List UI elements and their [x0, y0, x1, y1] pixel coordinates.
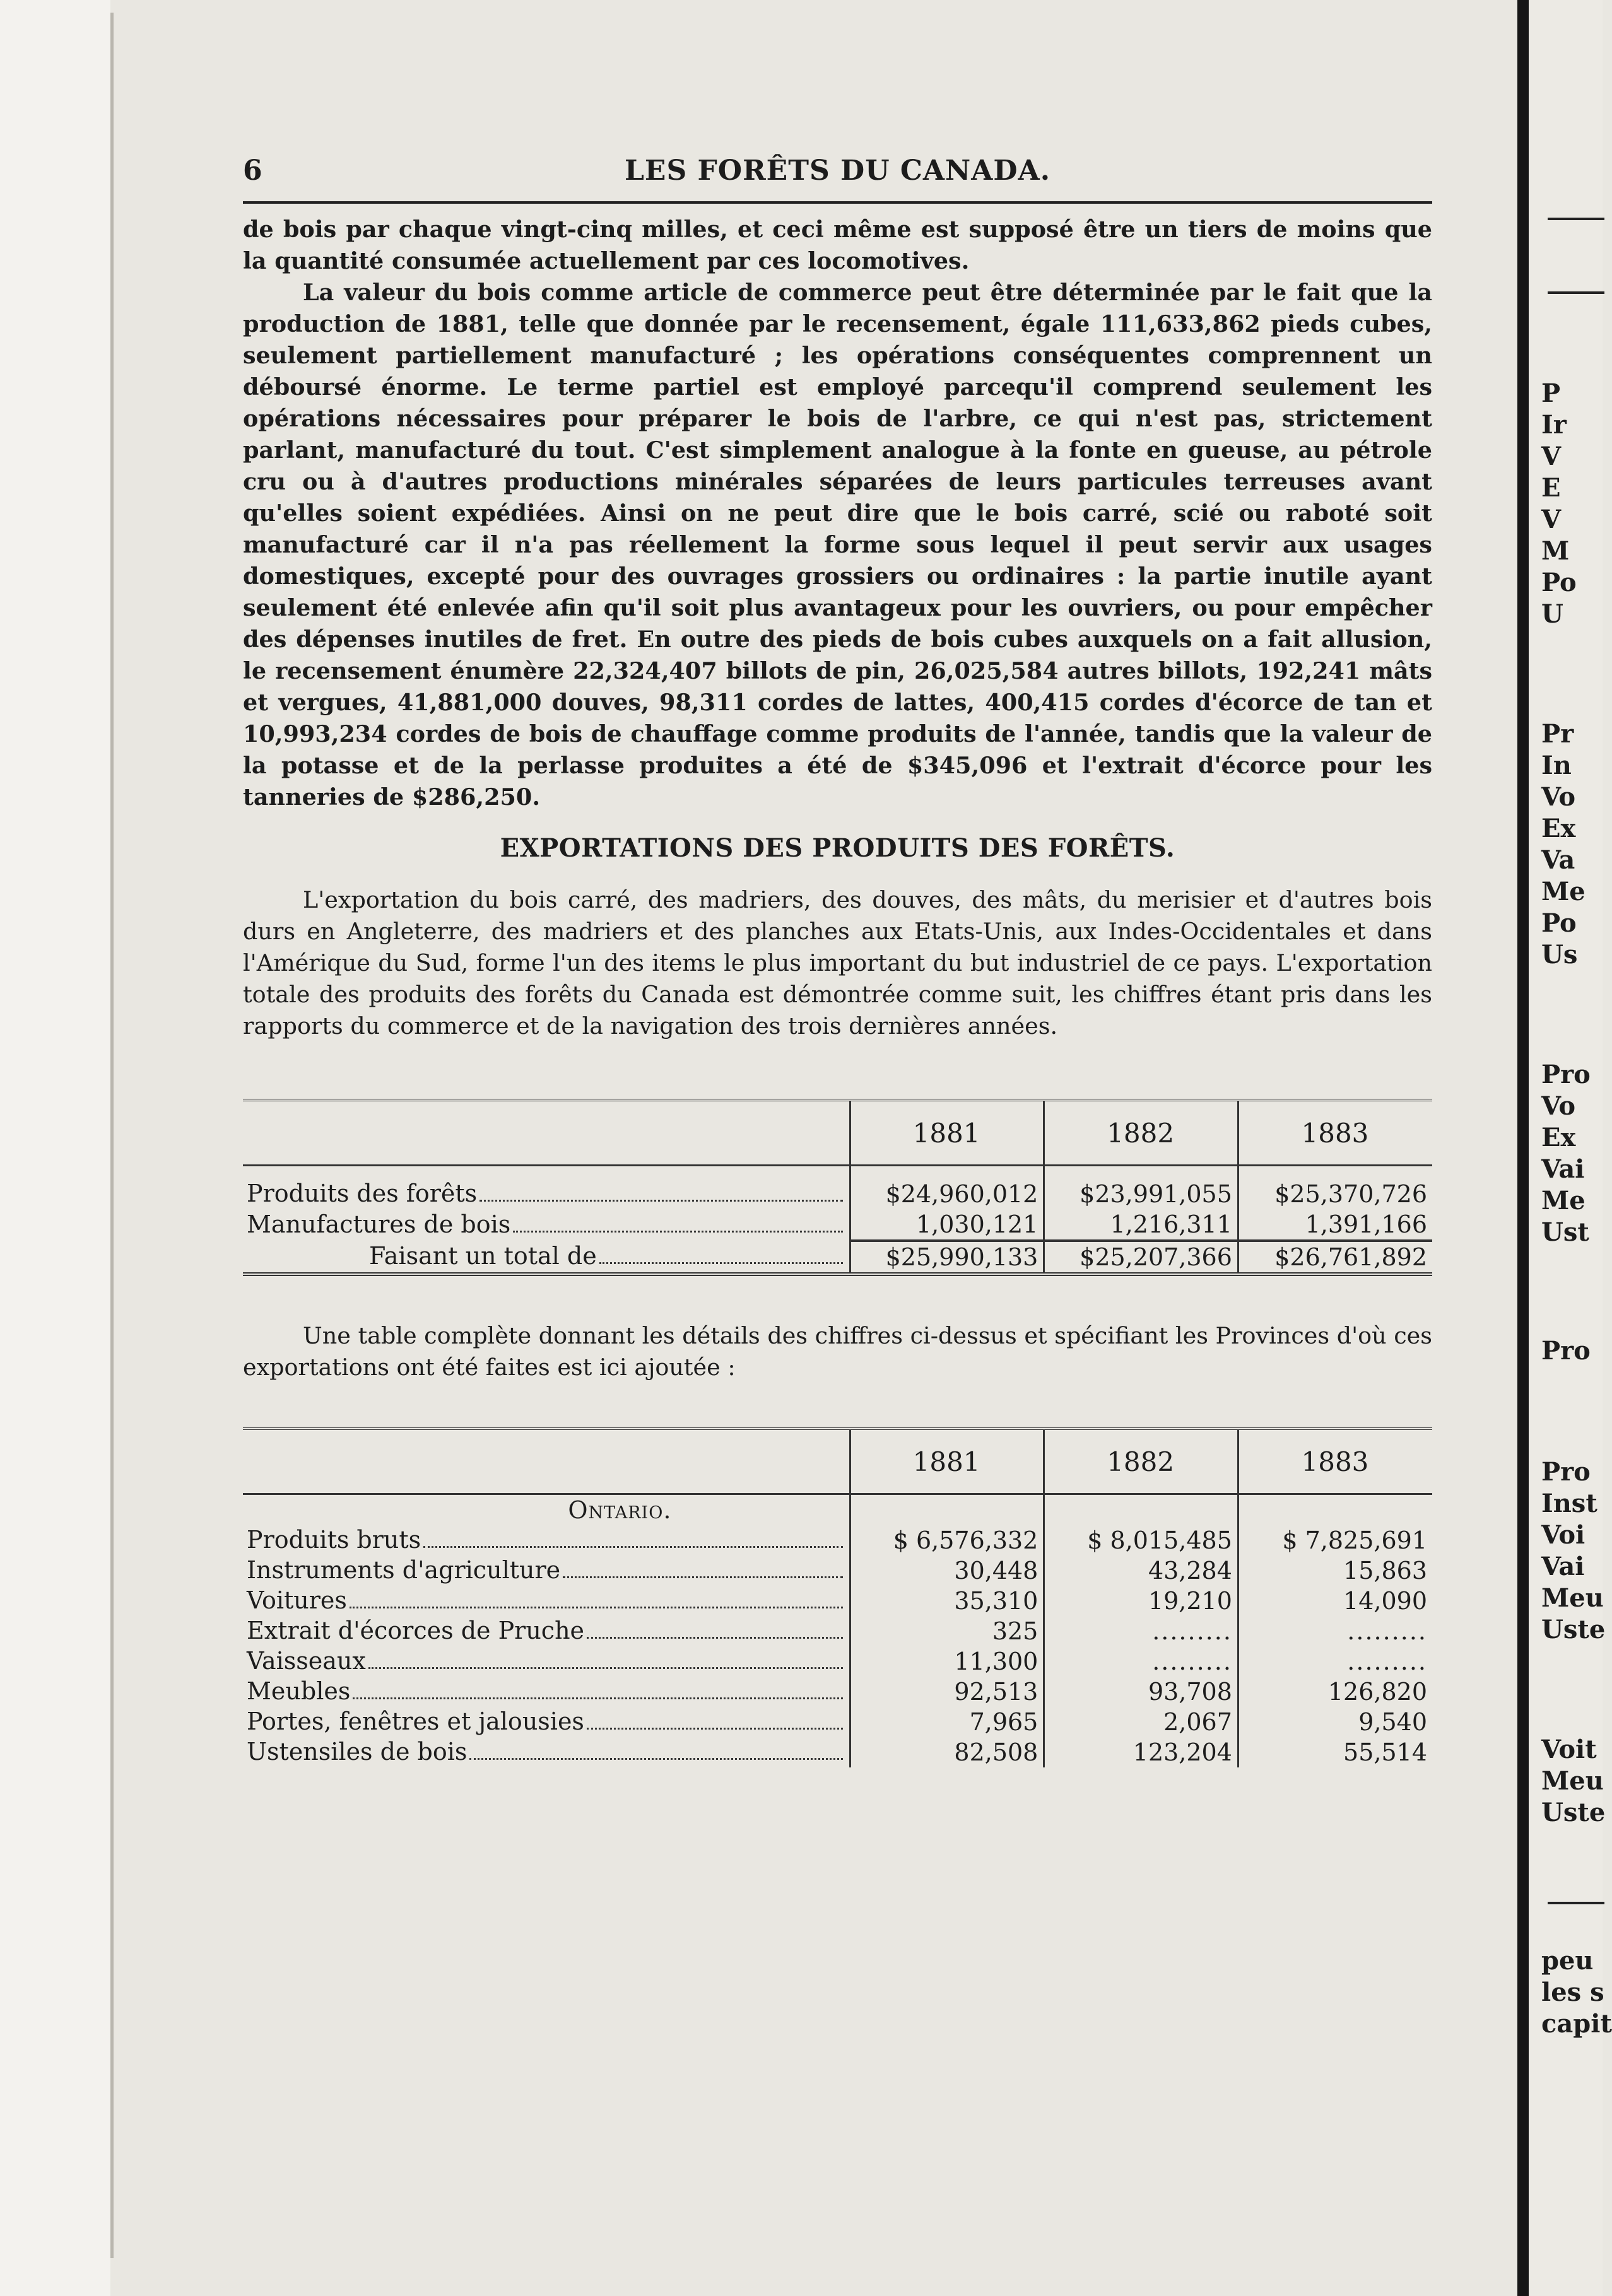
adjacent-page-edge — [1529, 0, 1612, 2296]
paragraph-exports: L'exportation du bois carré, des madriers, des douves, des mâts, du merisier et d'autres bois durs en Angleterre, des madriers et des planches aux Etats-Unis, aux Indes-Occidentales et dans l'Amérique du Sud, forme l'un des items le plus important du but industriel de ce pays. L'exportation totale des produits des forêts du Canada est démontrée comme suit, les chiffres étant pris dans les rapports du commerce et de la navigation des trois dernières années. — [243, 886, 1432, 1040]
adjacent-fragment: Pro — [1541, 1457, 1591, 1487]
cell-value: ......... — [1044, 1646, 1238, 1677]
adjacent-fragment: Uste — [1541, 1615, 1606, 1644]
page-gutter — [1517, 0, 1529, 2296]
adjacent-rule — [1548, 218, 1604, 220]
cell-value: 15,863 — [1238, 1555, 1432, 1586]
adjacent-fragment: Us — [1541, 940, 1578, 969]
document-page — [243, 155, 1432, 1767]
cell-value: 93,708 — [1044, 1677, 1238, 1707]
cell-value: 11,300 — [850, 1646, 1044, 1677]
cell-value: 1,391,166 — [1238, 1209, 1432, 1241]
cell-value: 82,508 — [850, 1737, 1044, 1767]
cell-value: 9,540 — [1238, 1707, 1432, 1737]
cell-value: 55,514 — [1238, 1737, 1432, 1767]
cell-value: 35,310 — [850, 1586, 1044, 1616]
adjacent-fragment: Ex — [1541, 814, 1576, 843]
paragraph-wood-value: La valeur du bois comme article de commerce peut être déterminée par le fait que la production de 1881, telle que donnée par le recensement, égale 111,633,862 pieds cubes, seulement partiellement manufacturé ; les opérations conséquentes comprennent un déboursé énorme. Le terme partiel est employé parcequ'il comprend seulement les opérations nécessaires pour préparer le bois de l'arbre, ce qui n'est pas, strictement parlant, manufacturé du tout. C'est simplement analogue à la fonte en gueuse, au pétrole cru ou à d'autres productions minérales séparées de leurs particules terreuses avant qu'elles soient expédiées. Ainsi on ne peut dire que le bois carré, scié ou raboté soit manufacturé car il n'a pas réellement la forme sous lequel il peut servir aux usages domestiques, excepté pour des ouvrages grossiers ou ordinaires : la partie inutile ayant seulement été enlevée afin qu'il soit plus avantageux pour les ouvriers, ou pour empêcher des dépenses inutiles de fret. En outre des pieds de bois cubes auxquels on a fait allusion, le recensement énumère 22,324,407 billots de pin, 26,025,584 autres billots, 192,241 mâts et vergues, 41,881,000 douves, 98,311 cordes de lattes, 400,415 cordes d'écorce de tan et 10,993,234 cordes de bois de chauffage comme produits de l'année, tandis que la valeur de la potasse et de la perlasse produites a été de $345,096 et l'extrait d'écorce pour les tanneries de $286,250. — [243, 279, 1432, 811]
total-label: Faisant un total de — [369, 1241, 597, 1270]
adjacent-fragment: Uste — [1541, 1798, 1606, 1827]
row-label: Extrait d'écorces de Pruche — [247, 1616, 585, 1644]
adjacent-fragment: Me — [1541, 877, 1586, 906]
cell-value: $ 6,576,332 — [850, 1525, 1044, 1555]
adjacent-fragment: Meu — [1541, 1583, 1604, 1613]
page-number: 6 — [243, 155, 262, 187]
total-value: $26,761,892 — [1238, 1241, 1432, 1274]
table-row — [243, 1677, 1432, 1707]
cell-value: $25,370,726 — [1238, 1179, 1432, 1209]
row-label: Portes, fenêtres et jalousies — [247, 1707, 584, 1735]
adjacent-fragment: Vo — [1541, 782, 1576, 812]
adjacent-fragment: V — [1541, 505, 1562, 534]
adjacent-fragment: Pro — [1541, 1060, 1591, 1089]
row-label: Instruments d'agriculture — [247, 1555, 561, 1584]
cell-value: 325 — [850, 1616, 1044, 1646]
cell-value: ......... — [1238, 1646, 1432, 1677]
row-label: Produits des forêts — [247, 1179, 478, 1207]
cell-value: 126,820 — [1238, 1677, 1432, 1707]
cell-value: $24,960,012 — [850, 1179, 1044, 1209]
adjacent-fragment: Meu — [1541, 1766, 1604, 1796]
row-label: Manufactures de bois — [247, 1210, 511, 1238]
year-header: 1883 — [1238, 1100, 1432, 1166]
adjacent-fragment: Inst — [1541, 1489, 1597, 1518]
adjacent-fragment: Po — [1541, 908, 1577, 938]
province-row — [243, 1494, 1432, 1526]
section-title: EXPORTATIONS DES PRODUITS DES FORÊTS. — [500, 833, 1175, 863]
table-row — [243, 1209, 1432, 1241]
page-edge-line — [110, 13, 114, 2258]
exports-summary-table — [243, 1099, 1432, 1276]
year-header: 1883 — [1238, 1429, 1432, 1494]
cell-value: 7,965 — [850, 1707, 1044, 1737]
table-row — [243, 1555, 1432, 1586]
adjacent-fragment: In — [1541, 751, 1572, 780]
row-label: Produits bruts — [247, 1525, 421, 1554]
left-margin — [0, 0, 110, 2296]
exports-by-province-table — [243, 1427, 1432, 1767]
cell-value: 30,448 — [850, 1555, 1044, 1586]
cell-value: 92,513 — [850, 1677, 1044, 1707]
adjacent-fragment: Vai — [1541, 1552, 1585, 1581]
cell-value: ......... — [1238, 1616, 1432, 1646]
adjacent-fragment: capit — [1541, 2009, 1612, 2039]
header-rule — [243, 201, 1432, 204]
adjacent-fragment: Ir — [1541, 410, 1567, 440]
year-header: 1881 — [850, 1429, 1044, 1494]
row-label: Meubles — [247, 1677, 351, 1705]
cell-value: 43,284 — [1044, 1555, 1238, 1586]
adjacent-fragment: peu — [1541, 1946, 1594, 1976]
table-row — [243, 1586, 1432, 1616]
adjacent-fragment: Ust — [1541, 1217, 1589, 1247]
running-title: LES FORÊTS DU CANADA. — [624, 155, 1051, 187]
adjacent-fragment: E — [1541, 473, 1561, 503]
cell-value: 1,216,311 — [1044, 1209, 1238, 1241]
cell-value: 14,090 — [1238, 1586, 1432, 1616]
year-header: 1881 — [850, 1100, 1044, 1166]
year-header: 1882 — [1044, 1429, 1238, 1494]
adjacent-fragment: Ex — [1541, 1123, 1576, 1152]
adjacent-fragment: Po — [1541, 568, 1577, 597]
cell-value: $23,991,055 — [1044, 1179, 1238, 1209]
row-label: Voitures — [247, 1586, 347, 1614]
total-value: $25,207,366 — [1044, 1241, 1238, 1274]
adjacent-fragment: Voi — [1541, 1520, 1586, 1550]
table-row — [243, 1646, 1432, 1677]
total-value: $25,990,133 — [850, 1241, 1044, 1274]
adjacent-fragment: Me — [1541, 1186, 1586, 1215]
table-header-row — [243, 1429, 1432, 1494]
page-header — [243, 155, 1432, 199]
cell-value: 19,210 — [1044, 1586, 1238, 1616]
adjacent-fragment: Pr — [1541, 719, 1574, 749]
cell-value: $ 7,825,691 — [1238, 1525, 1432, 1555]
cell-value: ......... — [1044, 1616, 1238, 1646]
cell-value: $ 8,015,485 — [1044, 1525, 1238, 1555]
adjacent-rule — [1548, 291, 1604, 294]
adjacent-fragment: Vo — [1541, 1091, 1576, 1121]
adjacent-rule — [1548, 1902, 1604, 1904]
paragraph-table-intro: Une table complète donnant les détails des chiffres ci-dessus et spécifiant les Provinces d'où ces exportations ont été faites est ici ajoutée : — [243, 1322, 1432, 1381]
table-header-row — [243, 1100, 1432, 1166]
table-row — [243, 1616, 1432, 1646]
table-total-row — [243, 1241, 1432, 1274]
cell-value: 1,030,121 — [850, 1209, 1044, 1241]
row-label: Ustensiles de bois — [247, 1737, 468, 1766]
table-row — [243, 1737, 1432, 1767]
cell-value: 2,067 — [1044, 1707, 1238, 1737]
year-header: 1882 — [1044, 1100, 1238, 1166]
adjacent-fragment: les s — [1541, 1977, 1604, 2007]
adjacent-fragment: P — [1541, 378, 1561, 408]
cell-value: 123,204 — [1044, 1737, 1238, 1767]
adjacent-fragment: Pro — [1541, 1336, 1591, 1366]
province-heading: Ontario. — [243, 1494, 850, 1526]
adjacent-fragment: Vai — [1541, 1154, 1585, 1184]
adjacent-fragment: Voit — [1541, 1735, 1597, 1764]
table-row — [243, 1525, 1432, 1555]
table-row — [243, 1707, 1432, 1737]
adjacent-fragment: V — [1541, 442, 1562, 471]
adjacent-fragment: U — [1541, 599, 1563, 629]
adjacent-fragment: Va — [1541, 845, 1575, 875]
row-label: Vaisseaux — [247, 1646, 366, 1675]
table-row — [243, 1179, 1432, 1209]
adjacent-fragment: M — [1541, 536, 1570, 566]
paragraph-continuation: de bois par chaque vingt-cinq milles, et ceci même est supposé être un tiers de moins que la quantité consumée actuellement par ces locomotives. — [243, 216, 1432, 274]
